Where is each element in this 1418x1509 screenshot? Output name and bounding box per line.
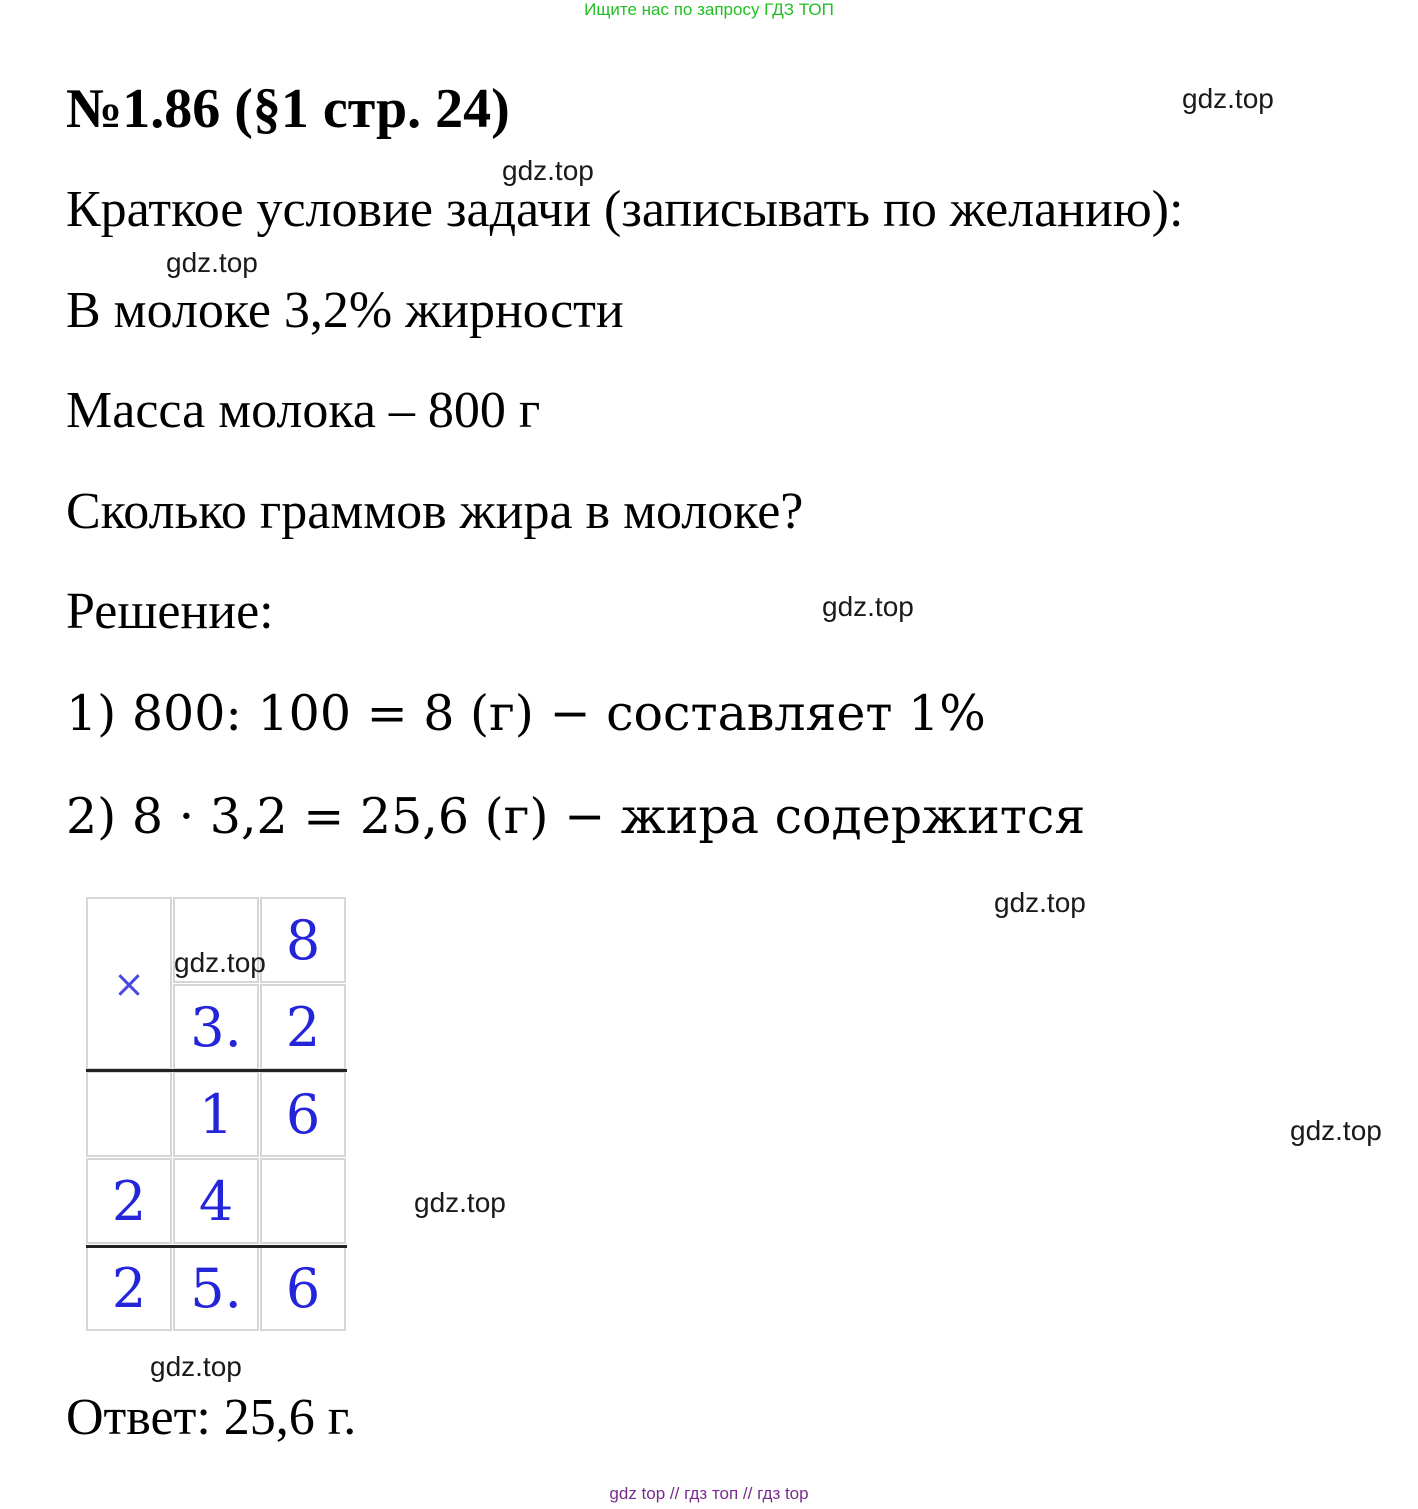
watermark: gdz.top — [166, 247, 258, 278]
solution-step-2: 2) 8 · 3,2 = 25,6 (г) − жира содержится — [66, 788, 1086, 845]
grid-cell-r3c2: 1 — [173, 1071, 259, 1157]
watermark: gdz.top — [1182, 83, 1274, 114]
grid-cell-r5c2: 5. — [173, 1245, 259, 1331]
watermark: gdz.top — [822, 591, 914, 622]
condition-line-mass: Масса молока – 800 г — [66, 382, 541, 439]
watermark: gdz.top — [150, 1351, 242, 1382]
task-title: №1.86 (§1 стр. 24) — [66, 78, 510, 140]
solution-header: Решение: — [66, 583, 274, 640]
grid-cell-r3c3: 6 — [260, 1071, 346, 1157]
solution-step-1: 1) 800: 100 = 8 (г) − составляет 1% — [66, 685, 986, 742]
grid-cell-r5c3: 6 — [260, 1245, 346, 1331]
watermark: gdz.top — [174, 947, 266, 978]
grid-cell-r2c2: 3. — [173, 984, 259, 1070]
footer-links[interactable]: gdz top // гдз топ // гдз top — [609, 1484, 809, 1503]
answer-line: Ответ: 25,6 г. — [66, 1389, 357, 1446]
watermark: gdz.top — [414, 1187, 506, 1218]
top-banner[interactable]: Ищите нас по запросу ГДЗ ТОП — [584, 0, 834, 19]
grid-cell-r2c3: 2 — [260, 984, 346, 1070]
grid-divider-sum — [86, 1245, 347, 1248]
grid-cell-r5c1: 2 — [86, 1245, 172, 1331]
grid-cell-r3c1 — [86, 1071, 172, 1157]
condition-line-question: Сколько граммов жира в молоке? — [66, 483, 804, 540]
watermark: gdz.top — [994, 887, 1086, 918]
condition-line-fat: В молоке 3,2% жирности — [66, 282, 624, 339]
grid-cell-r4c1: 2 — [86, 1158, 172, 1244]
watermark: gdz.top — [1290, 1115, 1382, 1146]
watermark: gdz.top — [502, 155, 594, 186]
grid-cell-r1c3: 8 — [260, 897, 346, 983]
condition-header: Краткое условие задачи (записывать по желанию): — [66, 181, 1184, 238]
grid-cell-r4c3 — [260, 1158, 346, 1244]
grid-divider-product — [86, 1069, 347, 1072]
grid-cell-r4c2: 4 — [173, 1158, 259, 1244]
multiply-sign-cell: × — [86, 897, 172, 1070]
